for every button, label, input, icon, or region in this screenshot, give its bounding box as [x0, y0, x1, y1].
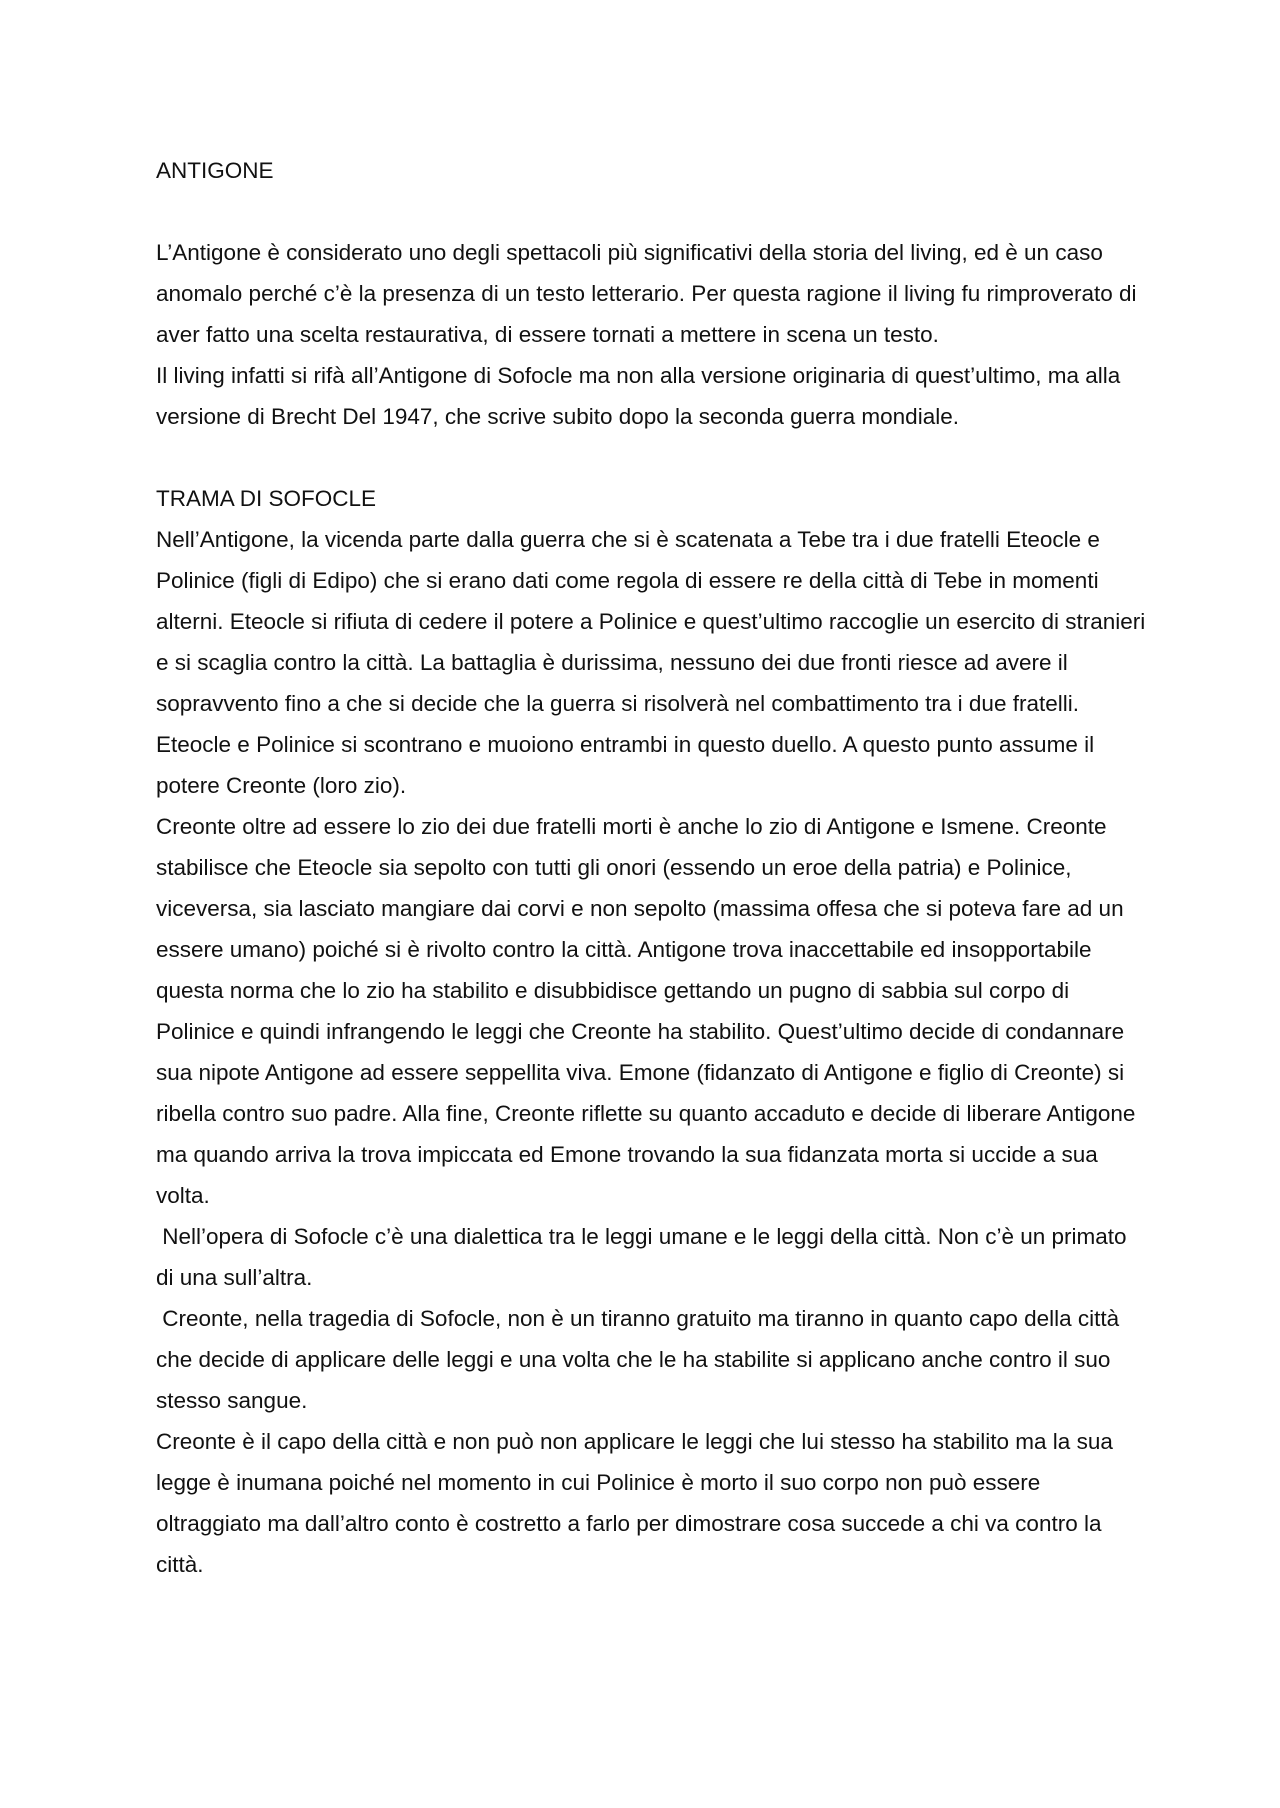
- intro-paragraph-1: L’Antigone è considerato uno degli spettacoli più significativi della storia del living, ed è un caso anomalo perché c’è la presenza di un testo letterario. Per questa ragione il living fu rimproverato di aver fatto una scelta restaurativa, di essere tornati a mettere in scena un testo.: [156, 240, 1143, 347]
- spacer: [156, 437, 1146, 478]
- spacer: [156, 191, 1146, 232]
- plot-paragraph-3: Nell’opera di Sofocle c’è una dialettica tra le leggi umane e le leggi della città. Non c’è un primato di una sull’altra.: [156, 1224, 1133, 1290]
- plot-paragraph-5: Creonte è il capo della città e non può non applicare le leggi che lui stesso ha stabilito ma la sua legge è inumana poiché nel momento in cui Polinice è morto il suo corpo non può essere oltraggiato ma dall’altro conto è costretto a farlo per dimostrare cosa succede a chi va contro la città.: [156, 1429, 1120, 1577]
- intro-paragraph-2: Il living infatti si rifà all’Antigone di Sofocle ma non alla versione originaria di quest’ultimo, ma alla versione di Brecht Del 1947, che scrive subito dopo la seconda guerra mondiale.: [156, 363, 1127, 429]
- plot-paragraph-1: Nell’Antigone, la vicenda parte dalla guerra che si è scatenata a Tebe tra i due fratelli Eteocle e Polinice (figli di Edipo) che si erano dati come regola di essere re della città di Tebe in momenti alterni. Eteocle si rifiuta di cedere il potere a Polinice e quest’ultimo raccoglie un esercito di stranieri e si scaglia contro la città. La battaglia è durissima, nessuno dei due fronti riesce ad avere il sopravvento fino a che si decide che la guerra si risolverà nel combattimento tra i due fratelli. Eteocle e Polinice si scontrano e muoiono entrambi in questo duello. A questo punto assume il potere Creonte (loro zio).: [156, 527, 1152, 798]
- document-page: [156, 150, 1152, 1585]
- plot-paragraph-4: Creonte, nella tragedia di Sofocle, non è un tiranno gratuito ma tiranno in quanto capo della città che decide di applicare delle leggi e una volta che le ha stabilite si applicano anche contro il suo stesso sangue.: [156, 1306, 1126, 1413]
- plot-paragraph-2: Creonte oltre ad essere lo zio dei due fratelli morti è anche lo zio di Antigone e Ismene. Creonte stabilisce che Eteocle sia sepolto con tutti gli onori (essendo un eroe della patria) e Polinice, viceversa, sia lasciato mangiare dai corvi e non sepolto (massima offesa che si poteva fare ad un essere umano) poiché si è rivolto contro la città. Antigone trova inaccettabile ed insopportabile questa norma che lo zio ha stabilito e disubbidisce gettando un pugno di sabbia sul corpo di Polinice e quindi infrangendo le leggi che Creonte ha stabilito. Quest’ultimo decide di condannare sua nipote Antigone ad essere seppellita viva. Emone (fidanzato di Antigone e figlio di Creonte) si ribella contro suo padre. Alla fine, Creonte riflette su quanto accaduto e decide di liberare Antigone ma quando arriva la trova impiccata ed Emone trovando la sua fidanzata morta si uccide a sua volta.: [156, 814, 1142, 1208]
- document-title: ANTIGONE: [156, 158, 274, 183]
- section-heading: TRAMA DI SOFOCLE: [156, 486, 377, 511]
